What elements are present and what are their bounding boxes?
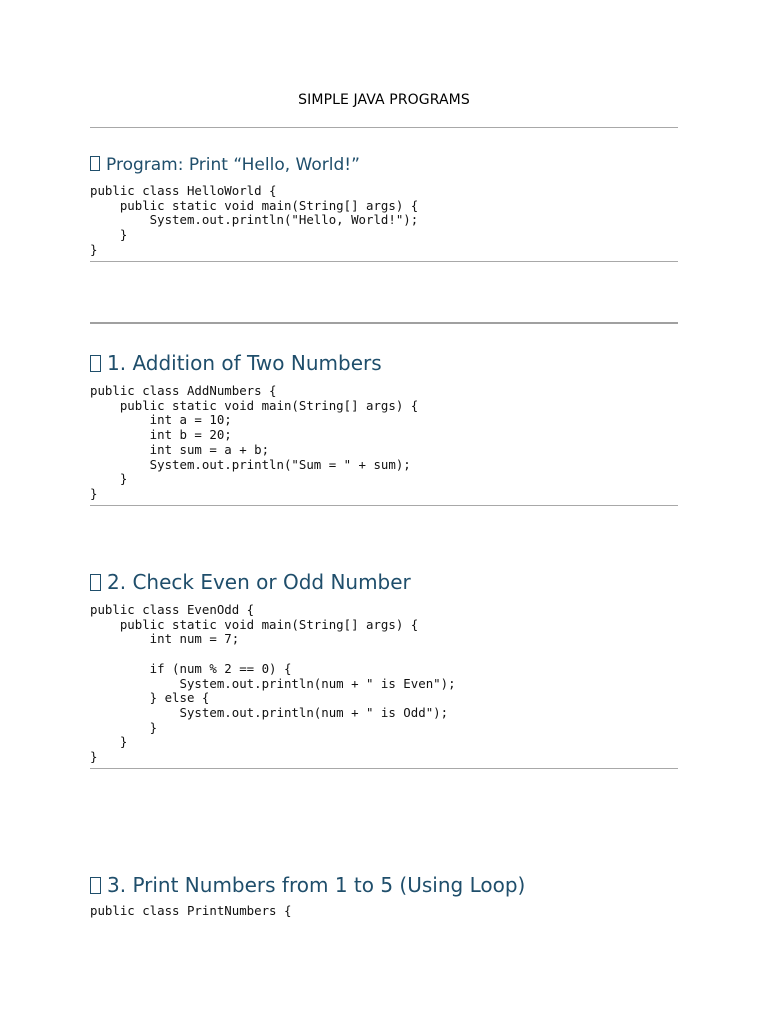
section-heading-hello-world [90,155,360,175]
code-block-addition: public class AddNumbers { public static void main(String[] args) { int a = 10; int b = 20; int sum = a + b; System.out.println("Sum = " + sum); } } [90,383,419,501]
section-heading-text: Program: Print “Hello, World!” [106,155,360,175]
title-divider [90,127,678,128]
section-divider [90,261,678,262]
code-block-even-odd: public class EvenOdd { public static void main(String[] args) { int num = 7; if (num % 2 == 0) { System.out.println(num + " is Even"); } else { System.out.println(num + " is Odd"); } } } [90,602,456,765]
missing-glyph-icon [90,156,100,171]
section-heading-text: 2. Check Even or Odd Number [107,570,411,594]
code-block-hello-world: public class HelloWorld { public static void main(String[] args) { System.out.println("Hello, World!"); } } [90,183,419,257]
missing-glyph-icon [90,877,101,894]
code-block-print-numbers: public class PrintNumbers { [90,903,292,918]
missing-glyph-icon [90,574,101,591]
document-title: SIMPLE JAVA PROGRAMS [298,92,470,108]
section-divider-thick [90,322,678,324]
section-divider [90,768,678,769]
section-heading-text: 3. Print Numbers from 1 to 5 (Using Loop) [107,873,526,897]
section-heading-addition [90,351,382,375]
section-divider [90,505,678,506]
section-heading-even-odd [90,570,411,594]
missing-glyph-icon [90,355,101,372]
section-heading-print-numbers [90,873,525,897]
section-heading-text: 1. Addition of Two Numbers [107,351,382,375]
